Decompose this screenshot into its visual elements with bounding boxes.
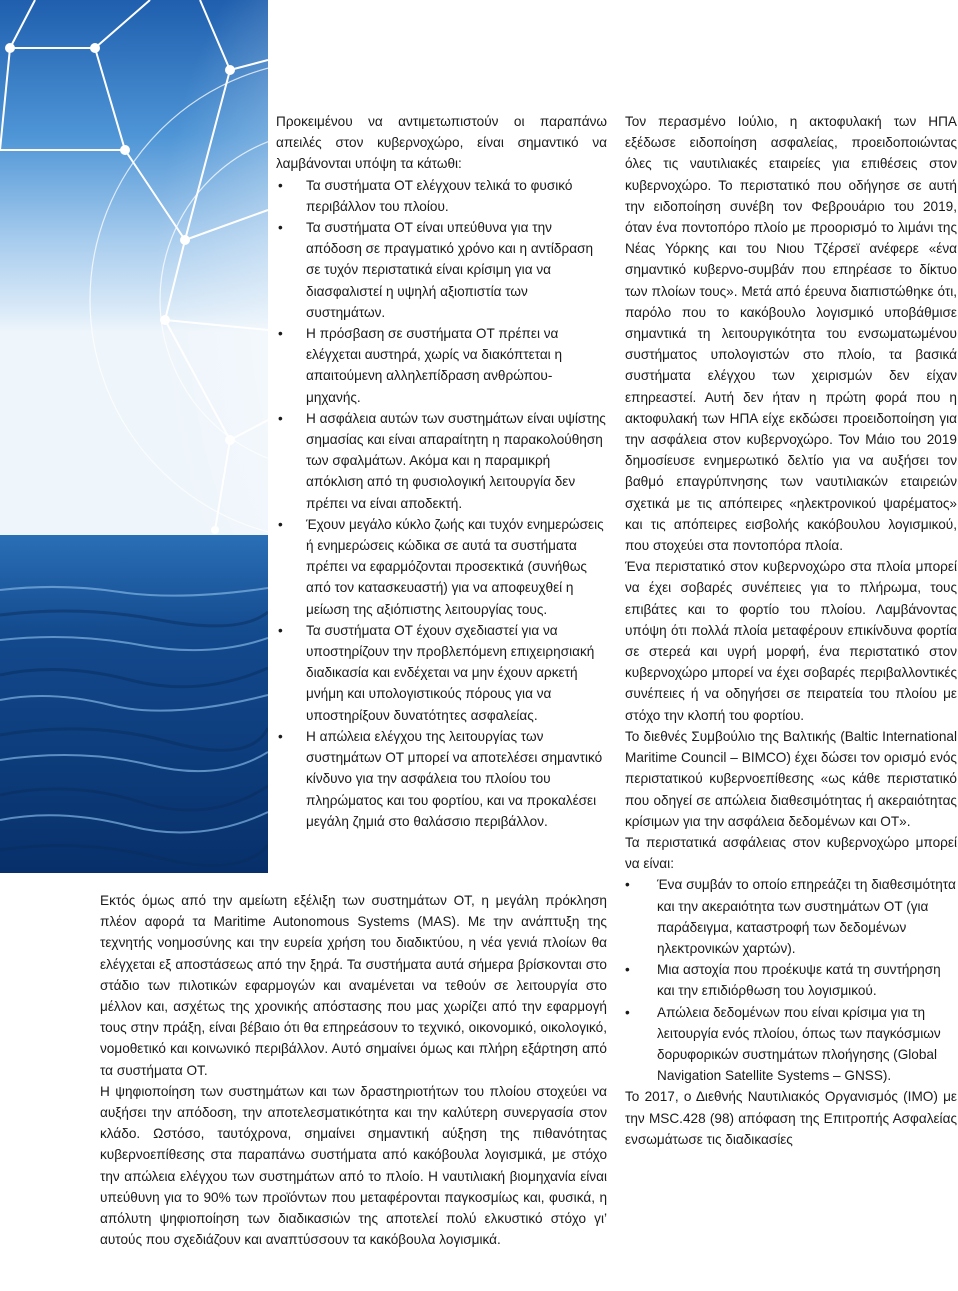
list-item: • Απώλεια δεδομένων που είναι κρίσιμα για τη λειτουργία ενός πλοίου, όπως των παγκόσμιων δορυφορικών συστημάτων πλοήγησης (Global Navigation Satellite Systems – GNSS). xyxy=(625,1002,957,1087)
consequences-paragraph: Ένα περιστατικό στον κυβερνοχώρο στα πλοία μπορεί να έχει σοβαρές συνέπειες για το πλήρωμα, τους επιβάτες και το φορτίο του πλοίου. Λαμβάνοντας υπόψη ότι πολλά πλοία μεταφέρουν επικίνδυνα φορτία σε στερεά και υγρή μορφή, ένα περιστατικό στον κυβερνοχώρο μπορεί να έχει σοβαρές περιβαλλοντικές συνέπειες ή να οδηγήσει σε πειρατεία του πλοίου με στόχο την κλοπή του φορτίου. xyxy=(625,559,957,723)
wide-text-section xyxy=(100,890,607,1250)
right-text-column xyxy=(625,111,957,1150)
bullet-icon: • xyxy=(278,728,283,744)
bullet-icon: • xyxy=(278,220,283,236)
list-item: • Η πρόσβαση σε συστήματα OT πρέπει να ελέγχεται αυστηρά, χωρίς να διακόπτεται η απαιτούμενη αλληλεπίδραση ανθρώπου-μηχανής. xyxy=(276,323,607,408)
mas-paragraph: Εκτός όμως από την αμείωτη εξέλιξη των συστημάτων OT, η μεγάλη πρόκληση πλέον αφορά τα Maritime Autonomous Systems (MAS). Με την ανάπτυξη της τεχνητής νοημοσύνης και την ευρεία χρήση του διαδικτύου, η νέα γενιά πλοίων θα ελέγχεται εξ αποστάσεως από την ξηρά. Τα συστήματα αυτά σήμερα βρίσκονται στο στάδιο των πιλοτικών εφαρμογών και αναμένεται να τεθούν σε λειτουργία στο μέλλον και, ασχέτως της χρονικής απόστασης που μας χωρίζει από την εφαρμογή τους στην πράξη, είναι βέβαιο ότι θα επηρεάσουν το τεχνικό, οικονομικό, οικολογικό, νομοθετικό και κοινωνικό περιβάλλον. Αυτό σημαίνει όμως και πλήρη εξάρτηση από τα συστήματα OT. xyxy=(100,893,607,1078)
bullet-icon: • xyxy=(625,962,630,978)
list-item: • Η απώλεια ελέγχου της λειτουργίας των συστημάτων OT μπορεί να αποτελέσει σημαντικό κίνδυνο για την ασφάλεια του πλοίου του πληρώματος και του φορτίου, και να προκαλέσει μεγάλη ζημιά στο θαλάσσιο περιβάλλον. xyxy=(276,726,607,832)
coast-guard-paragraph: Τον περασμένο Ιούλιο, η ακτοφυλακή των ΗΠΑ εξέδωσε ειδοποίηση ασφαλείας, προειδοποιώντας όλες τις ναυτιλιακές εταιρείες για επιθέσεις στον κυβερνοχώρο. Το περιστατικό που οδήγησε σε αυτή την ειδοποίηση συνέβη τον Φεβρουάριο του 2019, όταν ένα ποντοπόρο πλοίο με προορισμό το λιμάνι της Νέας Υόρκης και του Νιου Τζέρσεϊ ανέφερε «ένα σημαντικό κυβερνο-συμβάν που επηρέασε το δίκτυο των πλοίων τους». Μετά από έρευνα διαπιστώθηκε ότι, παρόλο που το κακόβουλο λογισμικό υποβάθμισε σημαντικά τη λειτουργικότητα του ενσωματωμένου συστήματος υπολογιστών στο πλοίο, τα βασικά συστήματα ελέγχου των χειρισμών δεν είχαν επηρεαστεί. Αυτή δεν ήταν η πρώτη φορά που η ακτοφυλακή των ΗΠΑ είχε εκδώσει προειδοποίηση για την ασφάλεια στον κυβερνοχώρο. Τον Μάιο του 2019 δημοσίευσε ενημερωτικό δελτίο για να αυξήσει τον βαθμό επαγρύπνησης των ναυτιλιακών εταιρειών σχετικά με τις απόπειρες «ηλεκτρονικού ψαρέματος» και τις απόπειρες εισβολής κακόβουλου λογισμικού, που στοχεύει στα ποντοπόρα πλοία. xyxy=(625,114,957,554)
bullet-icon: • xyxy=(625,877,630,893)
bullet-icon: • xyxy=(278,326,283,342)
list-item: • Έχουν μεγάλο κύκλο ζωής και τυχόν ενημερώσεις ή ενημερώσεις κώδικα σε αυτά τα συστήματα πρέπει να εφαρμόζονται προσεκτικά (συνήθως από τον κατασκευαστή) για να αποφευχθεί η μείωση της αξιόπιστης λειτουργίας τους. xyxy=(276,514,607,620)
bullet-icon: • xyxy=(278,410,283,426)
imo-paragraph: Το 2017, ο Διεθνής Ναυτιλιακός Οργανισμός (IMO) με την MSC.428 (98) απόφαση της Επιτροπής Ασφαλείας ενσωμάτωσε τις διαδικασίες xyxy=(625,1089,957,1147)
list-item: • Η ασφάλεια αυτών των συστημάτων είναι υψίστης σημασίας και είναι απαραίτητη η παρακολούθηση των σφαλμάτων. Ακόμα και η παραμικρή απόκλιση από τη φυσιολογική λειτουργία δεν πρέπει να είναι αποδεκτή. xyxy=(276,408,607,514)
ot-considerations-list xyxy=(276,175,607,832)
intro-paragraph: Προκειμένου να αντιμετωπιστούν οι παραπάνω απειλές στον κυβερνοχώρο, είναι σημαντικό να λαμβάνονται υπόψη τα κάτωθι: xyxy=(276,114,607,172)
list-item: • Μια αστοχία που προέκυψε κατά τη συντήρηση και την επιδιόρθωση του λογισμικού. xyxy=(625,959,957,1001)
incident-types-list xyxy=(625,874,957,1086)
middle-text-column xyxy=(276,111,607,832)
incidents-intro: Τα περιστατικά ασφάλειας στον κυβερνοχώρο μπορεί να είναι: xyxy=(625,834,957,872)
list-item: • Ένα συμβάν το οποίο επηρεάζει τη διαθεσιμότητα και την ακεραιότητα των συστημάτων OT (για παράδειγμα, καταστροφή των δεδομένων ηλεκτρονικών χαρτών). xyxy=(625,874,957,959)
list-item: • Τα συστήματα OT ελέγχουν τελικά το φυσικό περιβάλλον του πλοίου. xyxy=(276,175,607,217)
bullet-icon: • xyxy=(278,516,283,532)
bimco-paragraph: Το διεθνές Συμβούλιο της Βαλτικής (Baltic International Maritime Council – BIMCO) έχει δώσει τον ορισμό ενός περιστατικού κυβερνοεπίθεσης «ως κάθε περιστατικό που οδηγεί σε απώλεια διαθεσιμότητας ή ακεραιότητας κρίσιμων για την ασφάλεια δεδομένων και OT». xyxy=(625,728,957,829)
digitalization-paragraph: Η ψηφιοποίηση των συστημάτων και των δραστηριοτήτων του πλοίου στοχεύει να αυξήσει την απόδοση, την αποτελεσματικότητα και την καλύτερη συνεργασία στον κλάδο. Ωστόσο, ταυτόχρονα, σημαίνει σημαντική αύξηση της πιθανότητας κυβερνοεπίθεσης στα παραπάνω συστήματα από κακόβουλα λογισμικά, με στόχο την απώλεια ελέγχου των συστημάτων από το πλοίο. Η ναυτιλιακή βιομηχανία είναι υπεύθυνη για το 90% των προϊόντων που μεταφέρονται παγκοσμίως και, φυσικά, η απόλυτη ψηφιοποίηση των διαδικασιών της αποτελεί πολύ ελκυστικό στόχο γι’ αυτούς που σχεδιάζουν και αναπτύσσουν τα κακόβουλα λογισμικά. xyxy=(100,1083,607,1248)
bullet-icon: • xyxy=(278,622,283,638)
list-item: • Τα συστήματα OT έχουν σχεδιαστεί για να υποστηρίζουν την προβλεπόμενη επιχειρησιακή διαδικασία και ενδέχεται να μην έχουν αρκετή μνήμη και υπολογιστικούς πόρους για να υποστηρίξουν δυνατότητες ασφαλείας. xyxy=(276,620,607,726)
hero-ocean-network-image xyxy=(0,0,268,873)
list-item: • Τα συστήματα OT είναι υπεύθυνα για την απόδοση σε πραγματικό χρόνο και η αντίδραση σε τυχόν περιστατικά είναι κρίσιμη για να διασφαλιστεί η υψηλή αξιοπιστία των συστημάτων. xyxy=(276,217,607,323)
bullet-icon: • xyxy=(278,177,283,193)
ocean-network-illustration xyxy=(0,0,268,873)
bullet-icon: • xyxy=(625,1004,630,1020)
